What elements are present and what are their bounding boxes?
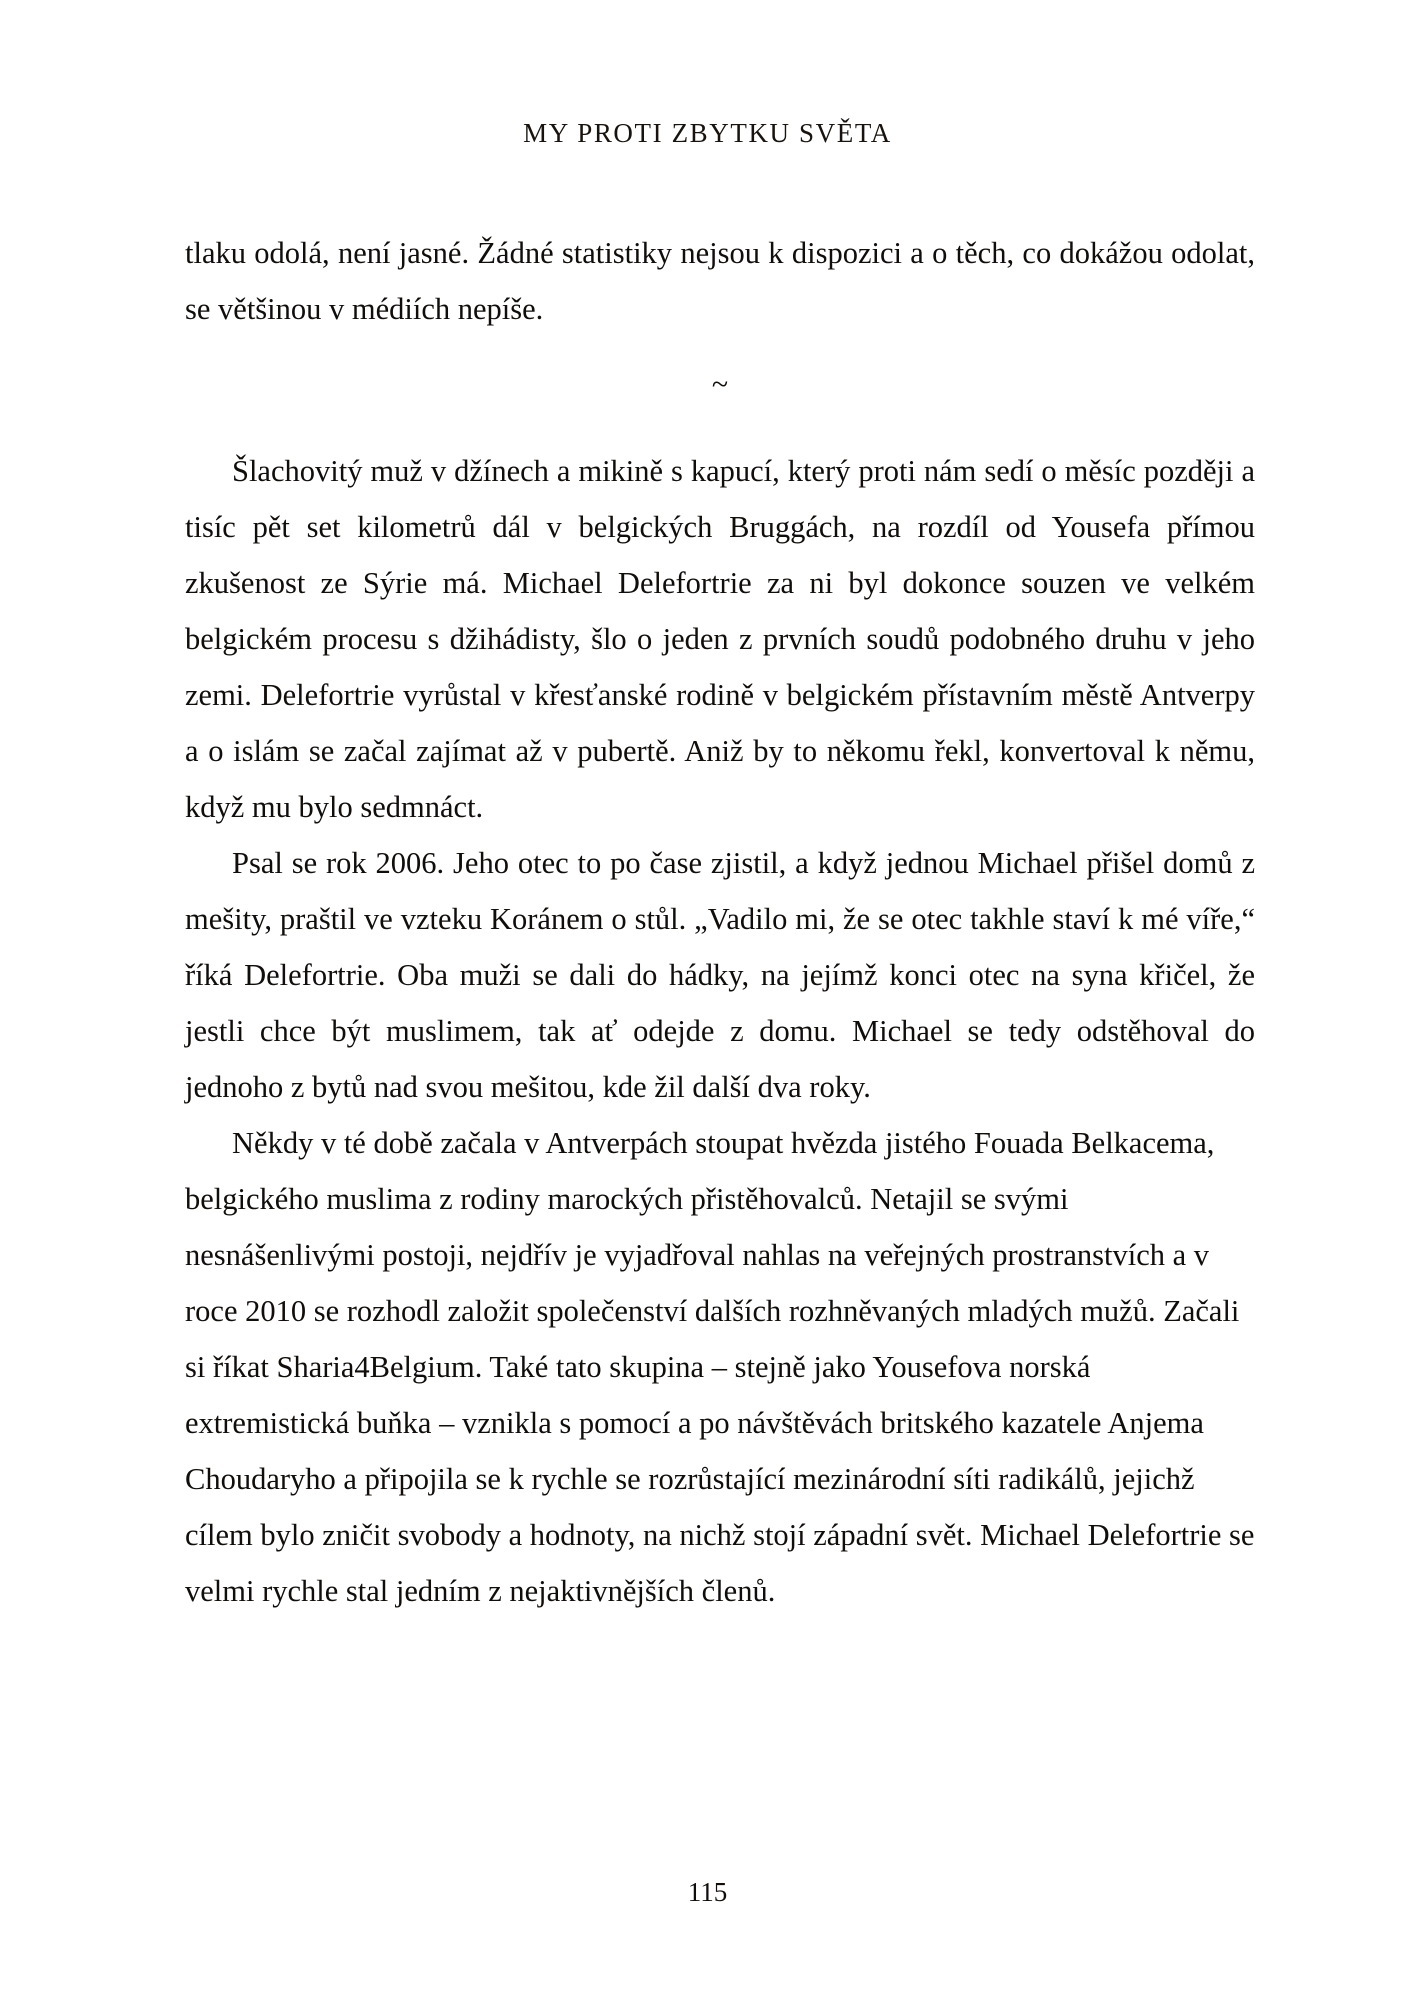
paragraph: Šlachovitý muž v džínech a mikině s kapucí, který proti nám sedí o měsíc později a tisíc pět set kilometrů dál v belgických Bruggách, na rozdíl od Yousefa přímou zkušenost ze Sýrie má. Michael Delefortrie za ni byl dokonce souzen ve velkém belgickém procesu s džihádisty, šlo o jeden z prvních soudů podobného druhu v jeho zemi. Delefortrie vyrůstal v křesťanské rodině v belgickém přístavním městě Antverpy a o islám se začal zajímat až v pubertě. Aniž by to někomu řekl, konvertoval k němu, když mu bylo sedmnáct. bbox=[185, 454, 1255, 824]
paragraph: tlaku odolá, není jasné. Žádné statistiky nejsou k dispozici a o těch, co dokážou odolat, se většinou v médiích nepíše. bbox=[185, 236, 1255, 326]
paragraph: Někdy v té době začala v Antverpách stoupat hvězda jistého Fouada Belkacema, belgického muslima z rodiny marockých přistěhovalců. Netajil se svými nesnášenlivými postoji, nejdřív je vyjadřoval nahlas na veřejných prostranstvích a v roce 2010 se rozhodl založit společenství dalších rozhněvaných mladých mužů. Začali si říkat Sharia4Belgium. Také tato skupina – stejně jako Yousefova norská extremistická buňka – vznikla s pomocí a po návštěvách britského kazatele Anjema Choudaryho a připojila se k rychle se rozrůstající mezinárodní síti radikálů, jejichž cílem bylo zničit svobody a hodnoty, na nichž stojí západní svět. Michael Delefortrie se velmi rychle stal jedním z nejaktivnějších členů. bbox=[185, 1126, 1255, 1608]
body-text-column bbox=[185, 225, 1255, 1619]
section-break-glyph: ~ bbox=[711, 368, 729, 401]
running-head: MY PROTI ZBYTKU SVĚTA bbox=[523, 118, 892, 148]
paragraph: Psal se rok 2006. Jeho otec to po čase zjistil, a když jednou Michael přišel domů z mešity, praštil ve vzteku Koránem o stůl. „Vadilo mi, že se otec takhle staví k mé víře,“ říká Delefortrie. Oba muži se dali do hádky, na jejímž konci otec na syna křičel, že jestli chce být muslimem, tak ať odejde z domu. Michael se tedy odstěhoval do jednoho z bytů nad svou mešitou, kde žil další dva roky. bbox=[185, 846, 1255, 1104]
page-number: 115 bbox=[687, 1877, 728, 1907]
section-break bbox=[185, 361, 1255, 417]
